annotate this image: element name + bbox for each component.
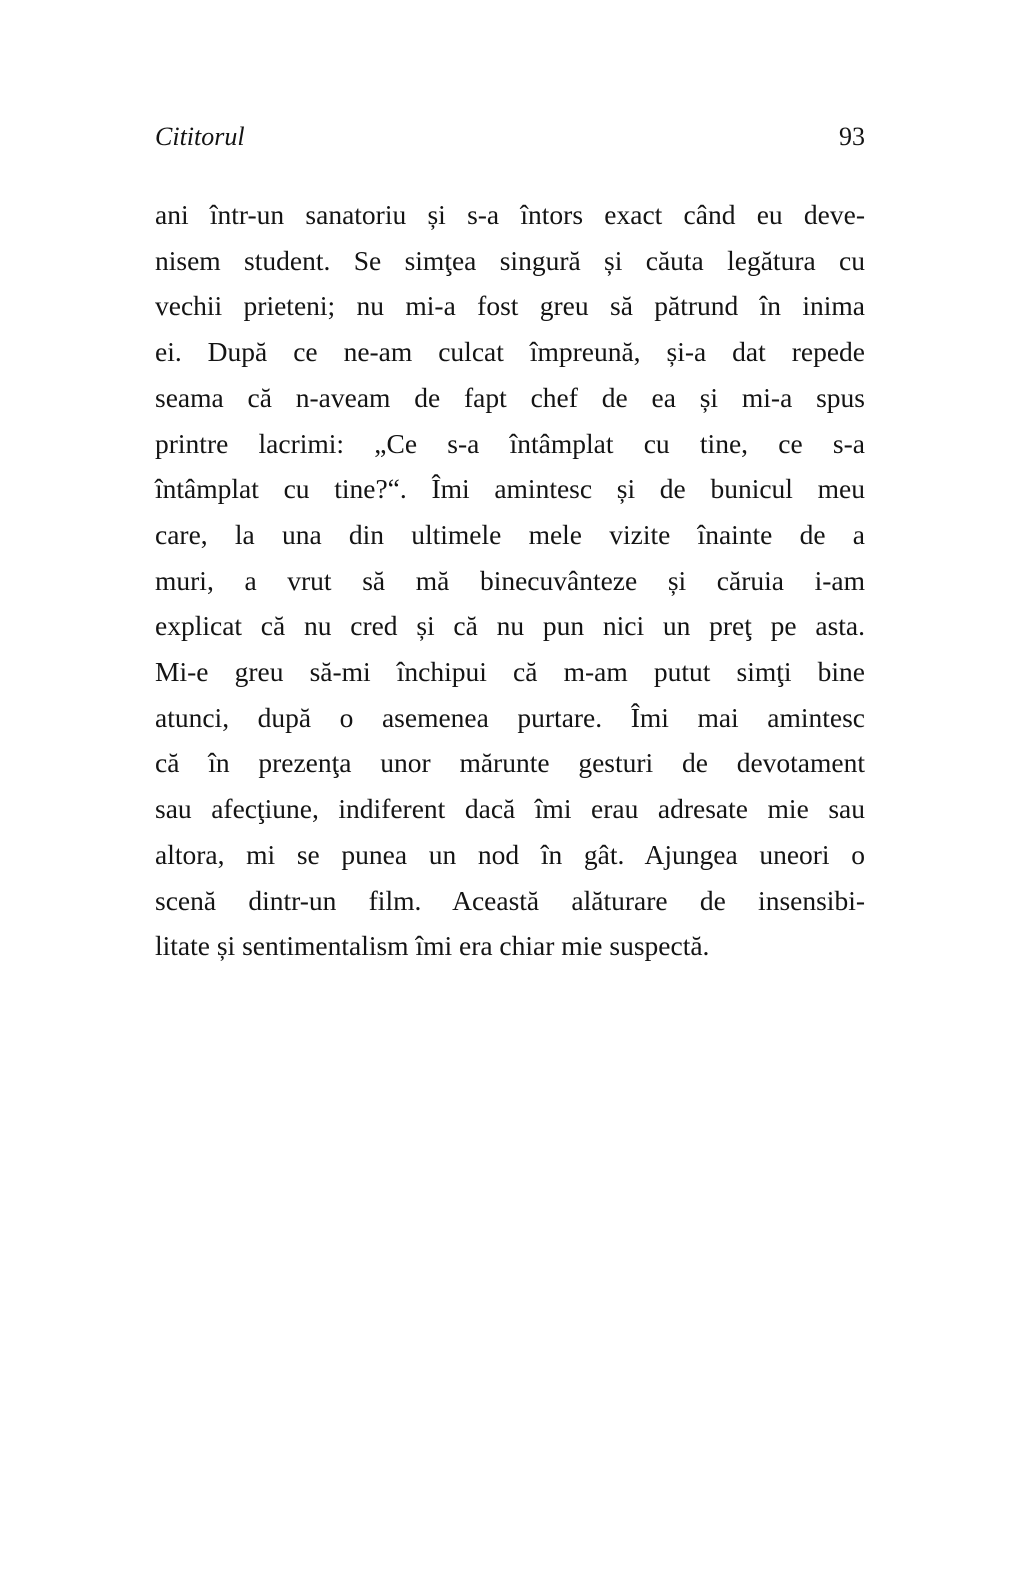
- text-line: litate și sentimentalism îmi era chiar mie suspectă.: [155, 930, 710, 962]
- text-line: nisem student. Se simţea singură și căuta legătura cu: [155, 244, 865, 276]
- text-line: întâmplat cu tine?“. Îmi amintesc și de bunicul meu: [155, 473, 865, 505]
- text-line: explicat că nu cred și că nu pun nici un preţ pe asta.: [155, 610, 865, 642]
- page-number: 93: [839, 122, 865, 151]
- text-line: printre lacrimi: „Ce s-a întâmplat cu tine, ce s-a: [155, 427, 865, 459]
- text-line: care, la una din ultimele mele vizite înainte de a: [155, 518, 865, 550]
- text-line: atunci, după o asemenea purtare. Îmi mai amintesc: [155, 701, 865, 733]
- body-text: [155, 192, 865, 969]
- text-line: că în prezenţa unor mărunte gesturi de devotament: [155, 747, 865, 779]
- text-line: ei. După ce ne-am culcat împreună, și-a dat repede: [155, 336, 865, 368]
- text-line: sau afecţiune, indiferent dacă îmi erau adresate mie sau: [155, 793, 865, 825]
- text-line: vechii prieteni; nu mi-a fost greu să pătrund în inima: [155, 290, 865, 322]
- text-line: scenă dintr-un film. Această alăturare de insensibi-: [155, 884, 865, 916]
- text-line: muri, a vrut să mă binecuvânteze și căruia i-am: [155, 564, 865, 596]
- page-header: [155, 122, 865, 152]
- text-line: ani într-un sanatoriu și s-a întors exact când eu deve-: [155, 199, 865, 230]
- text-line: altora, mi se punea un nod în gât. Ajungea uneori o: [155, 838, 865, 870]
- text-line: seama că n-aveam de fapt chef de ea și mi-a spus: [155, 381, 865, 413]
- text-line: Mi-e greu să-mi închipui că m-am putut simţi bine: [155, 656, 865, 688]
- running-title: Cititorul: [155, 122, 245, 151]
